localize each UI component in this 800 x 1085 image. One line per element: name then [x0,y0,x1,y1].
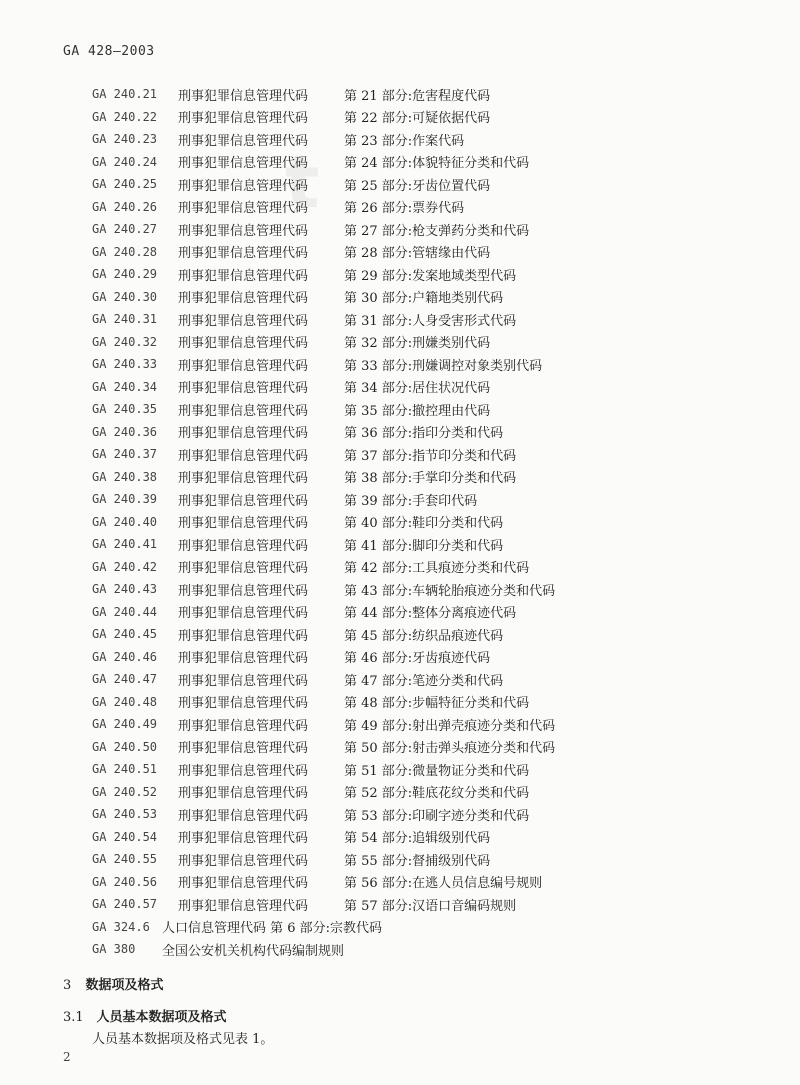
reference-list [92,83,612,961]
reference-row [92,938,612,961]
reference-title: 刑事犯罪信息管理代码 [178,336,309,352]
reference-part: 第 24 部分:体貌特征分类和代码 [344,156,530,172]
reference-title: 刑事犯罪信息管理代码 [178,358,309,374]
reference-title: 刑事犯罪信息管理代码 [178,493,309,509]
reference-code: GA 240.50 [92,739,158,754]
reference-title: 刑事犯罪信息管理代码 [178,876,309,892]
reference-row [92,556,612,579]
reference-code: GA 240.32 [92,334,158,349]
reference-part: 第 54 部分:追辑级别代码 [344,831,491,847]
reference-title: 人口信息管理代码 第 6 部分:宗教代码 [162,921,383,937]
reference-row [92,353,612,376]
reference-code: GA 240.39 [92,492,158,507]
reference-row [92,713,612,736]
reference-title: 刑事犯罪信息管理代码 [178,606,309,622]
reference-row [92,398,612,421]
reference-title: 刑事犯罪信息管理代码 [178,651,309,667]
reference-code: GA 240.43 [92,582,158,597]
reference-part: 第 29 部分:发案地域类型代码 [344,268,517,284]
reference-part: 第 33 部分:刑嫌调控对象类别代码 [344,358,543,374]
reference-title: 刑事犯罪信息管理代码 [178,561,309,577]
reference-part: 第 32 部分:刑嫌类别代码 [344,336,491,352]
reference-part: 第 53 部分:印刷字迹分类和代码 [344,808,530,824]
reference-part: 第 52 部分:鞋底花纹分类和代码 [344,786,530,802]
reference-row [92,241,612,264]
reference-row [92,128,612,151]
reference-title: 刑事犯罪信息管理代码 [178,448,309,464]
reference-part: 第 51 部分:微量物证分类和代码 [344,763,530,779]
reference-title: 刑事犯罪信息管理代码 [178,516,309,532]
reference-part: 第 45 部分:纺织品痕迹代码 [344,628,504,644]
reference-title: 刑事犯罪信息管理代码 [178,313,309,329]
reference-title: 刑事犯罪信息管理代码 [178,381,309,397]
reference-title: 刑事犯罪信息管理代码 [178,763,309,779]
reference-code: GA 240.44 [92,604,158,619]
reference-code: GA 240.49 [92,717,158,732]
reference-part: 第 34 部分:居住状况代码 [344,381,491,397]
reference-title: 刑事犯罪信息管理代码 [178,246,309,262]
reference-part: 第 31 部分:人身受害形式代码 [344,313,517,329]
reference-title: 刑事犯罪信息管理代码 [178,718,309,734]
reference-row [92,578,612,601]
reference-row [92,173,612,196]
reference-title: 刑事犯罪信息管理代码 [178,741,309,757]
reference-part: 第 22 部分:可疑依据代码 [344,111,491,127]
reference-code: GA 240.38 [92,469,158,484]
reference-code: GA 240.53 [92,807,158,822]
reference-code: GA 240.22 [92,109,158,124]
reference-row [92,916,612,939]
document-header: GA 428—2003 [63,44,155,59]
reference-code: GA 240.41 [92,537,158,552]
reference-code: GA 240.26 [92,199,158,214]
reference-row [92,511,612,534]
page-number: 2 [63,1050,71,1064]
reference-title: 刑事犯罪信息管理代码 [178,156,309,172]
reference-row [92,646,612,669]
reference-code: GA 240.56 [92,874,158,889]
reference-row [92,781,612,804]
reference-row [92,106,612,129]
reference-code: GA 240.28 [92,244,158,259]
section-3-heading [63,974,164,993]
reference-part: 第 28 部分:管辖缘由代码 [344,246,491,262]
reference-row [92,466,612,489]
reference-title: 刑事犯罪信息管理代码 [178,88,309,104]
reference-code: GA 240.55 [92,852,158,867]
reference-title: 刑事犯罪信息管理代码 [178,538,309,554]
reference-part: 第 42 部分:工具痕迹分类和代码 [344,561,530,577]
reference-title: 刑事犯罪信息管理代码 [178,696,309,712]
reference-title: 刑事犯罪信息管理代码 [178,223,309,239]
reference-row [92,218,612,241]
reference-title: 刑事犯罪信息管理代码 [178,471,309,487]
reference-row [92,758,612,781]
section-number: 3 [63,978,72,993]
reference-part: 第 49 部分:射出弹壳痕迹分类和代码 [344,718,556,734]
reference-code: GA 240.48 [92,694,158,709]
reference-row [92,151,612,174]
section-title: 人员基本数据项及格式 [96,1010,227,1025]
reference-title: 刑事犯罪信息管理代码 [178,786,309,802]
reference-row [92,286,612,309]
reference-row [92,736,612,759]
reference-part: 第 41 部分:脚印分类和代码 [344,538,504,554]
reference-code: GA 240.25 [92,177,158,192]
body-paragraph: 人员基本数据项及格式见表 1。 [92,1032,274,1047]
reference-code: GA 240.42 [92,559,158,574]
reference-code: GA 240.24 [92,154,158,169]
reference-title: 刑事犯罪信息管理代码 [178,426,309,442]
reference-row [92,83,612,106]
reference-part: 第 27 部分:枪支弹药分类和代码 [344,223,530,239]
reference-part: 第 57 部分:汉语口音编码规则 [344,898,517,914]
reference-code: GA 324.6 [92,919,150,934]
reference-part: 第 55 部分:督捕级别代码 [344,853,491,869]
reference-row [92,263,612,286]
reference-part: 第 56 部分:在逃人员信息编号规则 [344,876,543,892]
reference-code: GA 240.54 [92,829,158,844]
reference-row [92,871,612,894]
reference-row [92,848,612,871]
reference-code: GA 240.46 [92,649,158,664]
reference-code: GA 240.51 [92,762,158,777]
reference-part: 第 38 部分:手掌印分类和代码 [344,471,517,487]
reference-part: 第 25 部分:牙齿位置代码 [344,178,491,194]
reference-row [92,308,612,331]
section-number: 3.1 [63,1010,84,1025]
section-3-1-heading [63,1006,227,1025]
reference-part: 第 44 部分:整体分离痕迹代码 [344,606,517,622]
reference-title: 刑事犯罪信息管理代码 [178,583,309,599]
reference-row [92,488,612,511]
reference-code: GA 240.27 [92,222,158,237]
reference-title: 全国公安机关机构代码编制规则 [162,943,345,959]
reference-row [92,196,612,219]
reference-part: 第 43 部分:车辆轮胎痕迹分类和代码 [344,583,556,599]
reference-title: 刑事犯罪信息管理代码 [178,808,309,824]
reference-row [92,601,612,624]
reference-part: 第 23 部分:作案代码 [344,133,465,149]
reference-code: GA 240.35 [92,402,158,417]
watermark: t [285,140,322,224]
reference-row [92,331,612,354]
reference-part: 第 47 部分:笔迹分类和代码 [344,673,504,689]
reference-row [92,691,612,714]
reference-title: 刑事犯罪信息管理代码 [178,831,309,847]
reference-row [92,803,612,826]
reference-title: 刑事犯罪信息管理代码 [178,268,309,284]
reference-code: GA 240.37 [92,447,158,462]
reference-title: 刑事犯罪信息管理代码 [178,201,309,217]
reference-part: 第 36 部分:指印分类和代码 [344,426,504,442]
reference-code: GA 240.36 [92,424,158,439]
reference-part: 第 37 部分:指节印分类和代码 [344,448,517,464]
section-title: 数据项及格式 [85,978,164,993]
reference-code: GA 240.30 [92,289,158,304]
reference-title: 刑事犯罪信息管理代码 [178,853,309,869]
reference-part: 第 26 部分:票券代码 [344,201,465,217]
reference-part: 第 46 部分:牙齿痕迹代码 [344,651,491,667]
reference-row [92,533,612,556]
reference-code: GA 240.47 [92,672,158,687]
reference-row [92,668,612,691]
reference-title: 刑事犯罪信息管理代码 [178,673,309,689]
reference-row [92,623,612,646]
reference-code: GA 240.31 [92,312,158,327]
reference-code: GA 240.23 [92,132,158,147]
reference-title: 刑事犯罪信息管理代码 [178,898,309,914]
reference-row [92,826,612,849]
reference-part: 第 21 部分:危害程度代码 [344,88,491,104]
reference-code: GA 240.33 [92,357,158,372]
reference-code: GA 240.40 [92,514,158,529]
reference-code: GA 240.57 [92,897,158,912]
reference-part: 第 30 部分:户籍地类别代码 [344,291,504,307]
reference-title: 刑事犯罪信息管理代码 [178,178,309,194]
reference-row [92,893,612,916]
reference-code: GA 240.45 [92,627,158,642]
reference-row [92,443,612,466]
reference-part: 第 39 部分:手套印代码 [344,493,478,509]
reference-code: GA 240.21 [92,87,158,102]
reference-code: GA 240.34 [92,379,158,394]
reference-part: 第 48 部分:步幅特征分类和代码 [344,696,530,712]
reference-code: GA 380 [92,942,136,957]
reference-row [92,376,612,399]
reference-title: 刑事犯罪信息管理代码 [178,133,309,149]
reference-title: 刑事犯罪信息管理代码 [178,403,309,419]
reference-part: 第 50 部分:射击弹头痕迹分类和代码 [344,741,556,757]
reference-code: GA 240.52 [92,784,158,799]
reference-part: 第 40 部分:鞋印分类和代码 [344,516,504,532]
reference-part: 第 35 部分:撤控理由代码 [344,403,491,419]
reference-code: GA 240.29 [92,267,158,282]
reference-title: 刑事犯罪信息管理代码 [178,291,309,307]
reference-title: 刑事犯罪信息管理代码 [178,628,309,644]
reference-title: 刑事犯罪信息管理代码 [178,111,309,127]
reference-row [92,421,612,444]
